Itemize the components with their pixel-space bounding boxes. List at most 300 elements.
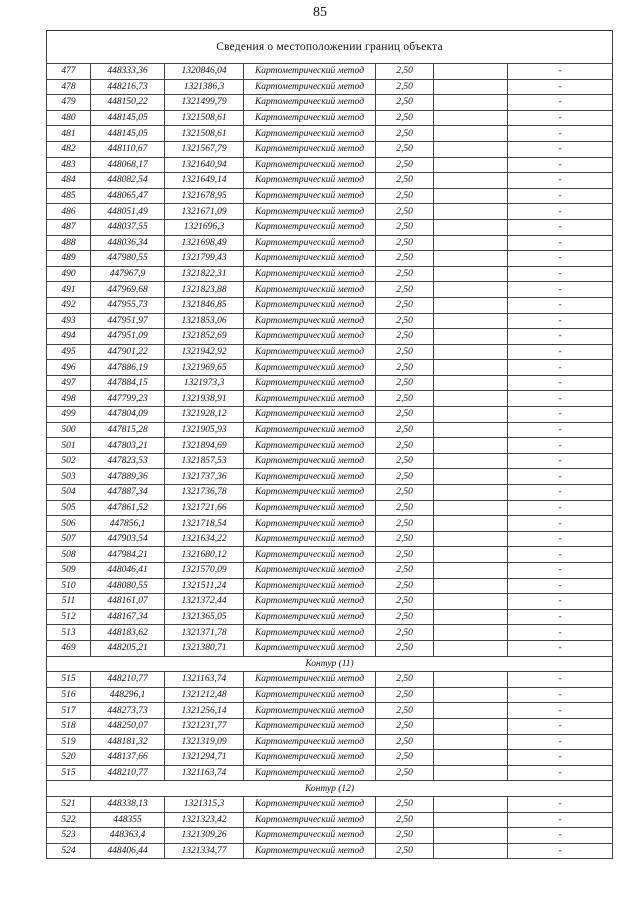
y-coordinate-cell: 1321852,69 [165,329,244,345]
description-cell [434,609,508,625]
x-coordinate-cell: 448065,47 [91,188,165,204]
description-cell [434,500,508,516]
point-number-cell: 478 [47,79,91,95]
description-cell [434,625,508,641]
table-row [47,438,613,454]
dash-cell: - [508,500,613,516]
point-number-cell: 509 [47,563,91,579]
accuracy-cell: 2,50 [376,329,434,345]
x-coordinate-cell: 448110,67 [91,141,165,157]
dash-cell: - [508,407,613,423]
accuracy-cell: 2,50 [376,422,434,438]
table-row [47,828,613,844]
table-row [47,765,613,781]
description-cell [434,360,508,376]
x-coordinate-cell: 448205,21 [91,640,165,656]
method-cell: Картометрический метод [244,485,376,501]
table-row [47,718,613,734]
x-coordinate-cell: 447951,97 [91,313,165,329]
x-coordinate-cell: 448181,32 [91,734,165,750]
accuracy-cell: 2,50 [376,188,434,204]
description-cell [434,812,508,828]
table-row [47,687,613,703]
table-row [47,640,613,656]
method-cell: Картометрический метод [244,422,376,438]
x-coordinate-cell: 447887,34 [91,485,165,501]
table-row [47,750,613,766]
method-cell: Картометрический метод [244,500,376,516]
method-cell: Картометрический метод [244,407,376,423]
table-row [47,375,613,391]
point-number-cell: 505 [47,500,91,516]
y-coordinate-cell: 1321718,54 [165,516,244,532]
point-number-cell: 523 [47,828,91,844]
accuracy-cell: 2,50 [376,204,434,220]
x-coordinate-cell: 448145,05 [91,110,165,126]
description-cell [434,687,508,703]
table-title-row [47,31,613,64]
x-coordinate-cell: 448183,62 [91,625,165,641]
dash-cell: - [508,126,613,142]
point-number-cell: 513 [47,625,91,641]
point-number-cell: 496 [47,360,91,376]
accuracy-cell: 2,50 [376,765,434,781]
x-coordinate-cell: 447955,73 [91,297,165,313]
description-cell [434,438,508,454]
accuracy-cell: 2,50 [376,391,434,407]
table-row [47,391,613,407]
accuracy-cell: 2,50 [376,718,434,734]
accuracy-cell: 2,50 [376,734,434,750]
point-number-cell: 490 [47,266,91,282]
description-cell [434,407,508,423]
dash-cell: - [508,95,613,111]
description-cell [434,282,508,298]
description-cell [434,640,508,656]
boundary-table-container [46,30,612,859]
dash-cell: - [508,453,613,469]
table-row [47,734,613,750]
dash-cell: - [508,672,613,688]
table-row [47,360,613,376]
y-coordinate-cell: 1321511,24 [165,578,244,594]
method-cell: Картометрический метод [244,812,376,828]
method-cell: Картометрический метод [244,360,376,376]
description-cell [434,578,508,594]
y-coordinate-cell: 1321315,3 [165,796,244,812]
description-cell [434,531,508,547]
dash-cell: - [508,703,613,719]
dash-cell: - [508,251,613,267]
x-coordinate-cell: 448082,54 [91,173,165,189]
accuracy-cell: 2,50 [376,687,434,703]
contour-header-row [47,656,613,672]
point-number-cell: 506 [47,516,91,532]
dash-cell: - [508,594,613,610]
dash-cell: - [508,79,613,95]
description-cell [434,329,508,345]
x-coordinate-cell: 448145,05 [91,126,165,142]
dash-cell: - [508,796,613,812]
table-row [47,141,613,157]
point-number-cell: 489 [47,251,91,267]
x-coordinate-cell: 448210,77 [91,765,165,781]
description-cell [434,266,508,282]
accuracy-cell: 2,50 [376,625,434,641]
method-cell: Картометрический метод [244,469,376,485]
description-cell [434,79,508,95]
method-cell: Картометрический метод [244,95,376,111]
y-coordinate-cell: 1321938,91 [165,391,244,407]
method-cell: Картометрический метод [244,734,376,750]
x-coordinate-cell: 448051,49 [91,204,165,220]
x-coordinate-cell: 447951,09 [91,329,165,345]
accuracy-cell: 2,50 [376,485,434,501]
method-cell: Картометрический метод [244,391,376,407]
contour-label: Контур (11) [47,656,613,672]
dash-cell: - [508,391,613,407]
description-cell [434,765,508,781]
point-number-cell: 510 [47,578,91,594]
method-cell: Картометрический метод [244,126,376,142]
accuracy-cell: 2,50 [376,375,434,391]
method-cell: Картометрический метод [244,235,376,251]
description-cell [434,297,508,313]
accuracy-cell: 2,50 [376,157,434,173]
point-number-cell: 497 [47,375,91,391]
y-coordinate-cell: 1321680,12 [165,547,244,563]
table-row [47,329,613,345]
x-coordinate-cell: 447804,09 [91,407,165,423]
description-cell [434,188,508,204]
method-cell: Картометрический метод [244,219,376,235]
description-cell [434,126,508,142]
method-cell: Картометрический метод [244,79,376,95]
y-coordinate-cell: 1321671,09 [165,204,244,220]
accuracy-cell: 2,50 [376,453,434,469]
accuracy-cell: 2,50 [376,750,434,766]
dash-cell: - [508,812,613,828]
point-number-cell: 484 [47,173,91,189]
point-number-cell: 498 [47,391,91,407]
dash-cell: - [508,765,613,781]
y-coordinate-cell: 1321319,09 [165,734,244,750]
x-coordinate-cell: 447903,54 [91,531,165,547]
x-coordinate-cell: 447984,21 [91,547,165,563]
accuracy-cell: 2,50 [376,219,434,235]
dash-cell: - [508,235,613,251]
dash-cell: - [508,297,613,313]
method-cell: Картометрический метод [244,188,376,204]
y-coordinate-cell: 1321567,79 [165,141,244,157]
description-cell [434,95,508,111]
x-coordinate-cell: 447856,1 [91,516,165,532]
dash-cell: - [508,422,613,438]
point-number-cell: 504 [47,485,91,501]
dash-cell: - [508,843,613,859]
accuracy-cell: 2,50 [376,828,434,844]
y-coordinate-cell: 1321309,26 [165,828,244,844]
table-row [47,235,613,251]
method-cell: Картометрический метод [244,297,376,313]
accuracy-cell: 2,50 [376,703,434,719]
method-cell: Картометрический метод [244,547,376,563]
y-coordinate-cell: 1321846,85 [165,297,244,313]
y-coordinate-cell: 1321894,69 [165,438,244,454]
method-cell: Картометрический метод [244,640,376,656]
point-number-cell: 499 [47,407,91,423]
dash-cell: - [508,485,613,501]
point-number-cell: 518 [47,718,91,734]
point-number-cell: 481 [47,126,91,142]
y-coordinate-cell: 1321721,66 [165,500,244,516]
description-cell [434,344,508,360]
accuracy-cell: 2,50 [376,360,434,376]
method-cell: Картометрический метод [244,531,376,547]
x-coordinate-cell: 448273,73 [91,703,165,719]
method-cell: Картометрический метод [244,141,376,157]
y-coordinate-cell: 1321853,06 [165,313,244,329]
y-coordinate-cell: 1321696,3 [165,219,244,235]
dash-cell: - [508,516,613,532]
point-number-cell: 522 [47,812,91,828]
description-cell [434,485,508,501]
x-coordinate-cell: 447815,28 [91,422,165,438]
description-cell [434,843,508,859]
method-cell: Картометрический метод [244,625,376,641]
description-cell [434,64,508,80]
y-coordinate-cell: 1321365,05 [165,609,244,625]
description-cell [434,157,508,173]
method-cell: Картометрический метод [244,687,376,703]
method-cell: Картометрический метод [244,157,376,173]
accuracy-cell: 2,50 [376,95,434,111]
description-cell [434,251,508,267]
accuracy-cell: 2,50 [376,796,434,812]
boundary-table [46,30,613,859]
point-number-cell: 519 [47,734,91,750]
y-coordinate-cell: 1321857,53 [165,453,244,469]
table-row [47,219,613,235]
description-cell [434,703,508,719]
table-row [47,282,613,298]
point-number-cell: 502 [47,453,91,469]
x-coordinate-cell: 448037,55 [91,219,165,235]
dash-cell: - [508,687,613,703]
point-number-cell: 503 [47,469,91,485]
y-coordinate-cell: 1321678,95 [165,188,244,204]
point-number-cell: 469 [47,640,91,656]
table-row [47,485,613,501]
x-coordinate-cell: 448296,1 [91,687,165,703]
table-row [47,344,613,360]
description-cell [434,375,508,391]
table-row [47,126,613,142]
x-coordinate-cell: 447884,15 [91,375,165,391]
method-cell: Картометрический метод [244,204,376,220]
x-coordinate-cell: 447803,21 [91,438,165,454]
table-row [47,266,613,282]
table-row [47,313,613,329]
x-coordinate-cell: 447886,19 [91,360,165,376]
description-cell [434,110,508,126]
x-coordinate-cell: 447799,23 [91,391,165,407]
x-coordinate-cell: 448080,55 [91,578,165,594]
dash-cell: - [508,282,613,298]
dash-cell: - [508,110,613,126]
table-row [47,453,613,469]
y-coordinate-cell: 1321386,3 [165,79,244,95]
accuracy-cell: 2,50 [376,640,434,656]
y-coordinate-cell: 1321799,43 [165,251,244,267]
method-cell: Картометрический метод [244,453,376,469]
accuracy-cell: 2,50 [376,469,434,485]
point-number-cell: 515 [47,765,91,781]
accuracy-cell: 2,50 [376,344,434,360]
dash-cell: - [508,438,613,454]
dash-cell: - [508,266,613,282]
contour-header-row [47,781,613,797]
table-row [47,157,613,173]
method-cell: Картометрический метод [244,375,376,391]
table-row [47,297,613,313]
table-row [47,95,613,111]
dash-cell: - [508,329,613,345]
description-cell [434,204,508,220]
dash-cell: - [508,173,613,189]
point-number-cell: 515 [47,672,91,688]
accuracy-cell: 2,50 [376,500,434,516]
y-coordinate-cell: 1321323,42 [165,812,244,828]
dash-cell: - [508,360,613,376]
accuracy-cell: 2,50 [376,173,434,189]
y-coordinate-cell: 1321380,71 [165,640,244,656]
method-cell: Картометрический метод [244,64,376,80]
table-row [47,500,613,516]
dash-cell: - [508,734,613,750]
table-row [47,703,613,719]
description-cell [434,594,508,610]
point-number-cell: 492 [47,297,91,313]
description-cell [434,672,508,688]
method-cell: Картометрический метод [244,578,376,594]
accuracy-cell: 2,50 [376,110,434,126]
dash-cell: - [508,750,613,766]
y-coordinate-cell: 1321372,44 [165,594,244,610]
y-coordinate-cell: 1321823,88 [165,282,244,298]
table-row [47,594,613,610]
point-number-cell: 487 [47,219,91,235]
y-coordinate-cell: 1321334,77 [165,843,244,859]
description-cell [434,750,508,766]
point-number-cell: 480 [47,110,91,126]
description-cell [434,391,508,407]
method-cell: Картометрический метод [244,828,376,844]
accuracy-cell: 2,50 [376,297,434,313]
method-cell: Картометрический метод [244,843,376,859]
table-row [47,609,613,625]
x-coordinate-cell: 448406,44 [91,843,165,859]
x-coordinate-cell: 448355 [91,812,165,828]
description-cell [434,828,508,844]
y-coordinate-cell: 1321570,09 [165,563,244,579]
x-coordinate-cell: 448250,07 [91,718,165,734]
table-row [47,531,613,547]
dash-cell: - [508,219,613,235]
accuracy-cell: 2,50 [376,126,434,142]
table-row [47,251,613,267]
accuracy-cell: 2,50 [376,609,434,625]
dash-cell: - [508,625,613,641]
description-cell [434,796,508,812]
accuracy-cell: 2,50 [376,235,434,251]
y-coordinate-cell: 1321905,93 [165,422,244,438]
y-coordinate-cell: 1321698,49 [165,235,244,251]
method-cell: Картометрический метод [244,173,376,189]
method-cell: Картометрический метод [244,765,376,781]
accuracy-cell: 2,50 [376,843,434,859]
method-cell: Картометрический метод [244,329,376,345]
table-row [47,843,613,859]
point-number-cell: 508 [47,547,91,563]
y-coordinate-cell: 1321640,94 [165,157,244,173]
point-number-cell: 517 [47,703,91,719]
x-coordinate-cell: 448046,41 [91,563,165,579]
point-number-cell: 495 [47,344,91,360]
point-number-cell: 486 [47,204,91,220]
point-number-cell: 516 [47,687,91,703]
point-number-cell: 479 [47,95,91,111]
dash-cell: - [508,64,613,80]
accuracy-cell: 2,50 [376,812,434,828]
y-coordinate-cell: 1321231,77 [165,718,244,734]
x-coordinate-cell: 448137,66 [91,750,165,766]
method-cell: Картометрический метод [244,266,376,282]
accuracy-cell: 2,50 [376,313,434,329]
dash-cell: - [508,344,613,360]
y-coordinate-cell: 1321499,79 [165,95,244,111]
y-coordinate-cell: 1321163,74 [165,672,244,688]
x-coordinate-cell: 448333,36 [91,64,165,80]
point-number-cell: 511 [47,594,91,610]
point-number-cell: 520 [47,750,91,766]
accuracy-cell: 2,50 [376,407,434,423]
description-cell [434,141,508,157]
y-coordinate-cell: 1321736,78 [165,485,244,501]
y-coordinate-cell: 1321822,31 [165,266,244,282]
method-cell: Картометрический метод [244,672,376,688]
x-coordinate-cell: 447980,55 [91,251,165,267]
x-coordinate-cell: 448161,07 [91,594,165,610]
dash-cell: - [508,375,613,391]
y-coordinate-cell: 1321969,65 [165,360,244,376]
x-coordinate-cell: 447967,9 [91,266,165,282]
dash-cell: - [508,718,613,734]
y-coordinate-cell: 1321942,92 [165,344,244,360]
point-number-cell: 483 [47,157,91,173]
point-number-cell: 491 [47,282,91,298]
point-number-cell: 512 [47,609,91,625]
method-cell: Картометрический метод [244,718,376,734]
x-coordinate-cell: 448216,73 [91,79,165,95]
point-number-cell: 521 [47,796,91,812]
description-cell [434,563,508,579]
dash-cell: - [508,563,613,579]
point-number-cell: 524 [47,843,91,859]
dash-cell: - [508,313,613,329]
dash-cell: - [508,828,613,844]
description-cell [434,718,508,734]
